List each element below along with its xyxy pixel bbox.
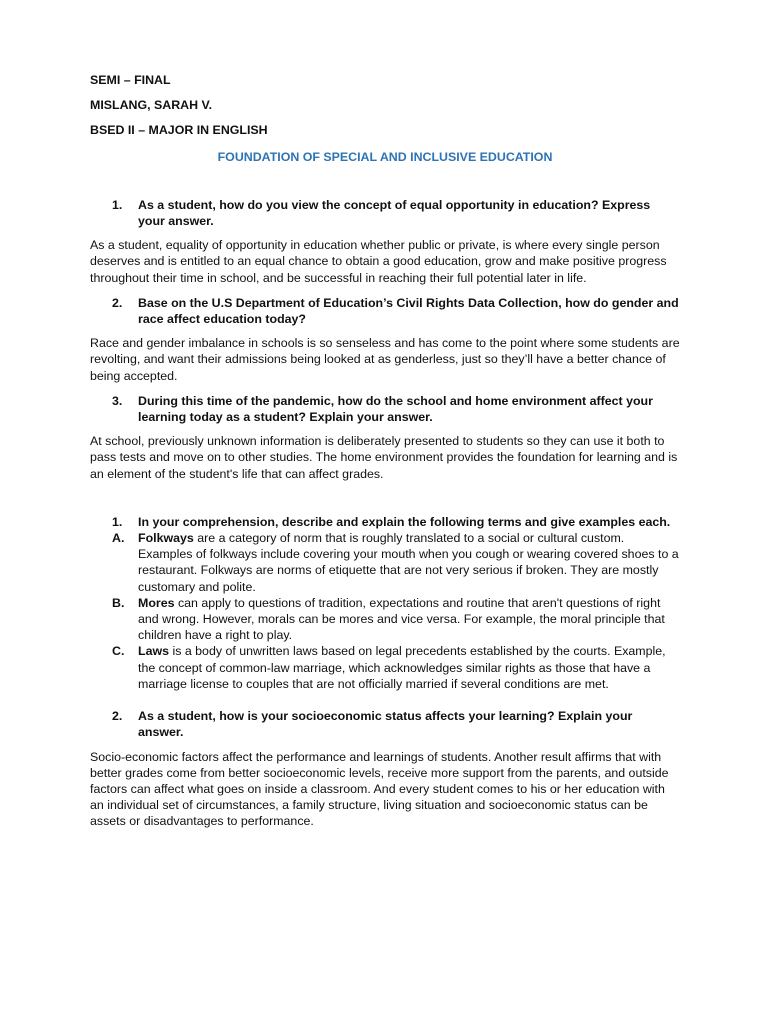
answer-2: Race and gender imbalance in schools is so senseless and has come to the point where some students are revolting, and want their admissions being looked at as genderless, just so they’ll have a better chance of being accepted. — [90, 336, 680, 383]
term-mores — [90, 595, 680, 644]
document-title: FOUNDATION OF SPECIAL AND INCLUSIVE EDUCATION — [217, 149, 553, 164]
term-name: Folkways — [138, 531, 194, 546]
student-name: MISLANG, SARAH V. — [90, 98, 213, 113]
question-text: In your comprehension, describe and explain the following terms and give examples each. — [138, 514, 671, 529]
question-number: 3. — [112, 393, 123, 408]
term-description: are a category of norm that is roughly translated to a social or cultural custom. Examples of folkways include covering your mouth when you cough or wearing covered shoes to a restaurant. Folkways are norms of etiquette that are not very serious if broken. They are mostly customary and polite. — [138, 531, 679, 594]
course-line: BSED II – MAJOR IN ENGLISH — [90, 123, 268, 138]
term-body — [138, 643, 680, 692]
term-description: is a body of unwritten laws based on legal precedents established by the courts. Example, the concept of common-law marriage, which acknowledges similar rights as those that have a marriage license to couples that are not officially married if several conditions are met. — [138, 644, 666, 691]
term-name: Laws — [138, 644, 169, 659]
exam-term: SEMI – FINAL — [90, 73, 171, 87]
answer-socioeconomic: Socio-economic factors affect the performance and learnings of students. Another result affirms that with better grades come from better socioeconomic levels, receive more support from the parents, and outside factors can affect what goes on inside a classroom. And every student comes to his or her education with an individual set of circumstances, a family structure, living situation and socioeconomic status can be assets or disadvantages to performance. — [90, 749, 669, 829]
term-body — [138, 530, 680, 595]
term-list — [90, 530, 680, 692]
answer-3: At school, previously unknown information is deliberately presented to students so they can use it both to pass tests and move on to other studies. The home environment provides the foundation for learning and is an element of the student's life that can affect grades. — [90, 434, 678, 481]
term-description: can apply to questions of tradition, expectations and routine that aren't questions of right and wrong. However, morals can be mores and vice versa. For example, the moral principle that children have a right to play. — [138, 595, 665, 643]
part-two — [90, 514, 680, 830]
question-3 — [90, 393, 680, 425]
question-text: During this time of the pandemic, how do the school and home environment affect your learning today as a student? Explain your answer. — [138, 393, 653, 425]
term-folkways — [90, 530, 680, 595]
term-body — [138, 595, 680, 644]
answer-1: As a student, equality of opportunity in education whether public or private, is where every single person deserves and is entitled to an equal chance to obtain a good education, grow and make positive progress throughout their time in school, and be successful in reaching their full potential later in life. — [90, 238, 667, 285]
part-one — [90, 197, 680, 482]
question-number: 1. — [112, 197, 123, 212]
question-text: As a student, how is your socioeconomic status affects your learning? Explain your answer. — [138, 709, 633, 740]
term-letter: C. — [112, 644, 125, 659]
question-socioeconomic — [90, 708, 680, 740]
term-laws — [90, 643, 680, 692]
question-2 — [90, 295, 680, 327]
question-number: 2. — [112, 295, 123, 310]
question-text: As a student, how do you view the concept of equal opportunity in education? Express your answer. — [138, 197, 651, 229]
question-terms — [90, 514, 680, 530]
question-1 — [90, 197, 680, 229]
question-number: 2. — [112, 709, 123, 724]
term-name: Mores — [138, 595, 175, 610]
question-number: 1. — [112, 514, 123, 529]
term-letter: B. — [112, 595, 125, 610]
term-letter: A. — [112, 531, 125, 546]
question-text: Base on the U.S Department of Education’s Civil Rights Data Collection, how do gender and race affect education today? — [138, 295, 679, 327]
